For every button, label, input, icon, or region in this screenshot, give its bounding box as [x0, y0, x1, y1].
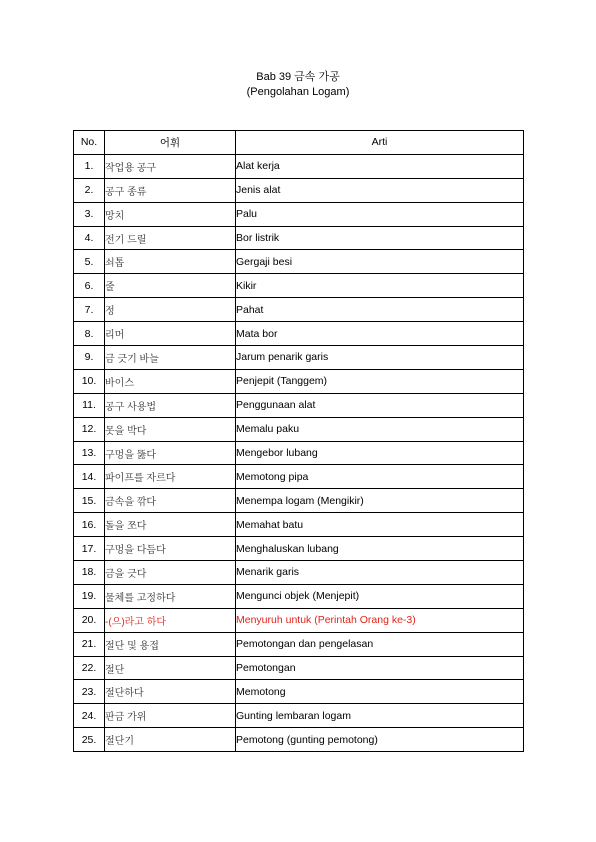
- row-number: 14.: [74, 465, 105, 489]
- header-meaning: Arti: [236, 131, 524, 155]
- table-row: [74, 465, 524, 489]
- row-number: 6.: [74, 274, 105, 298]
- table-row: [74, 322, 524, 346]
- row-word: 못을 박다: [105, 417, 236, 441]
- page-title: Bab 39 금속 가공: [256, 71, 340, 83]
- table-row: [74, 250, 524, 274]
- table-row: [74, 704, 524, 728]
- table-row: [74, 728, 524, 752]
- table-row: [74, 417, 524, 441]
- row-word: 구멍을 다듬다: [105, 537, 236, 561]
- row-meaning: Jenis alat: [236, 178, 524, 202]
- row-number: 10.: [74, 369, 105, 393]
- row-number: 11.: [74, 393, 105, 417]
- row-word: 구멍을 뚫다: [105, 441, 236, 465]
- row-word: 망치: [105, 202, 236, 226]
- header-no: No.: [74, 131, 105, 155]
- row-meaning: Menghaluskan lubang: [236, 537, 524, 561]
- table-row: [74, 226, 524, 250]
- row-number: 4.: [74, 226, 105, 250]
- row-meaning: Kikir: [236, 274, 524, 298]
- table-row: [74, 346, 524, 370]
- row-meaning: Gunting lembaran logam: [236, 704, 524, 728]
- table-row: [74, 274, 524, 298]
- table-row: [74, 154, 524, 178]
- row-word: 절단 및 용접: [105, 632, 236, 656]
- row-word: 공구 사용법: [105, 393, 236, 417]
- row-meaning: Penjepit (Tanggem): [236, 369, 524, 393]
- row-meaning: Memotong: [236, 680, 524, 704]
- row-meaning: Memotong pipa: [236, 465, 524, 489]
- row-number: 12.: [74, 417, 105, 441]
- table-row: [74, 584, 524, 608]
- row-word: 정: [105, 298, 236, 322]
- row-number: 16.: [74, 513, 105, 537]
- row-word: 금 긋기 바늘: [105, 346, 236, 370]
- row-word: 절단하다: [105, 680, 236, 704]
- row-word: 파이프를 자르다: [105, 465, 236, 489]
- row-number: 7.: [74, 298, 105, 322]
- table-row: [74, 393, 524, 417]
- table-body: [74, 154, 524, 751]
- table-header-row: [74, 131, 524, 155]
- table-row: [74, 441, 524, 465]
- row-number: 19.: [74, 584, 105, 608]
- table-row: [74, 489, 524, 513]
- page-subtitle: (Pengolahan Logam): [246, 86, 350, 98]
- row-word: 절단기: [105, 728, 236, 752]
- row-meaning: Menarik garis: [236, 561, 524, 585]
- row-word: 금속을 깎다: [105, 489, 236, 513]
- table-row: [74, 369, 524, 393]
- row-number: 21.: [74, 632, 105, 656]
- row-meaning: Menyuruh untuk (Perintah Orang ke-3): [236, 608, 524, 632]
- row-word: -(으)라고 하다: [105, 608, 236, 632]
- row-meaning: Pemotong (gunting pemotong): [236, 728, 524, 752]
- row-word: 금을 긋다: [105, 561, 236, 585]
- row-meaning: Memahat batu: [236, 513, 524, 537]
- table-row: [74, 632, 524, 656]
- row-number: 17.: [74, 537, 105, 561]
- table-row: [74, 537, 524, 561]
- row-word: 작업용 공구: [105, 154, 236, 178]
- row-number: 1.: [74, 154, 105, 178]
- row-meaning: Bor listrik: [236, 226, 524, 250]
- row-word: 절단: [105, 656, 236, 680]
- row-number: 22.: [74, 656, 105, 680]
- table-row: [74, 513, 524, 537]
- row-meaning: Mata bor: [236, 322, 524, 346]
- row-number: 5.: [74, 250, 105, 274]
- row-word: 공구 종류: [105, 178, 236, 202]
- row-meaning: Pahat: [236, 298, 524, 322]
- row-word: 물체를 고정하다: [105, 584, 236, 608]
- row-number: 20.: [74, 608, 105, 632]
- row-meaning: Palu: [236, 202, 524, 226]
- header-word: 어휘: [105, 131, 236, 155]
- table-row: [74, 178, 524, 202]
- row-number: 3.: [74, 202, 105, 226]
- row-meaning: Pemotongan: [236, 656, 524, 680]
- row-meaning: Memalu paku: [236, 417, 524, 441]
- vocabulary-table: [73, 130, 524, 752]
- document-header: [0, 70, 596, 100]
- row-meaning: Mengebor lubang: [236, 441, 524, 465]
- row-meaning: Alat kerja: [236, 154, 524, 178]
- row-number: 9.: [74, 346, 105, 370]
- row-word: 돌을 쪼다: [105, 513, 236, 537]
- row-meaning: Mengunci objek (Menjepit): [236, 584, 524, 608]
- row-word: 바이스: [105, 369, 236, 393]
- row-meaning: Menempa logam (Mengikir): [236, 489, 524, 513]
- row-word: 전기 드릴: [105, 226, 236, 250]
- table-row: [74, 202, 524, 226]
- table-row: [74, 608, 524, 632]
- row-number: 13.: [74, 441, 105, 465]
- row-number: 2.: [74, 178, 105, 202]
- row-number: 23.: [74, 680, 105, 704]
- row-meaning: Jarum penarik garis: [236, 346, 524, 370]
- row-meaning: Penggunaan alat: [236, 393, 524, 417]
- row-number: 8.: [74, 322, 105, 346]
- row-word: 줄: [105, 274, 236, 298]
- table-row: [74, 561, 524, 585]
- row-meaning: Pemotongan dan pengelasan: [236, 632, 524, 656]
- row-number: 24.: [74, 704, 105, 728]
- row-word: 쇠톱: [105, 250, 236, 274]
- row-number: 25.: [74, 728, 105, 752]
- table-row: [74, 656, 524, 680]
- row-number: 15.: [74, 489, 105, 513]
- table-row: [74, 298, 524, 322]
- row-number: 18.: [74, 561, 105, 585]
- table-row: [74, 680, 524, 704]
- row-meaning: Gergaji besi: [236, 250, 524, 274]
- row-word: 판금 가위: [105, 704, 236, 728]
- row-word: 리머: [105, 322, 236, 346]
